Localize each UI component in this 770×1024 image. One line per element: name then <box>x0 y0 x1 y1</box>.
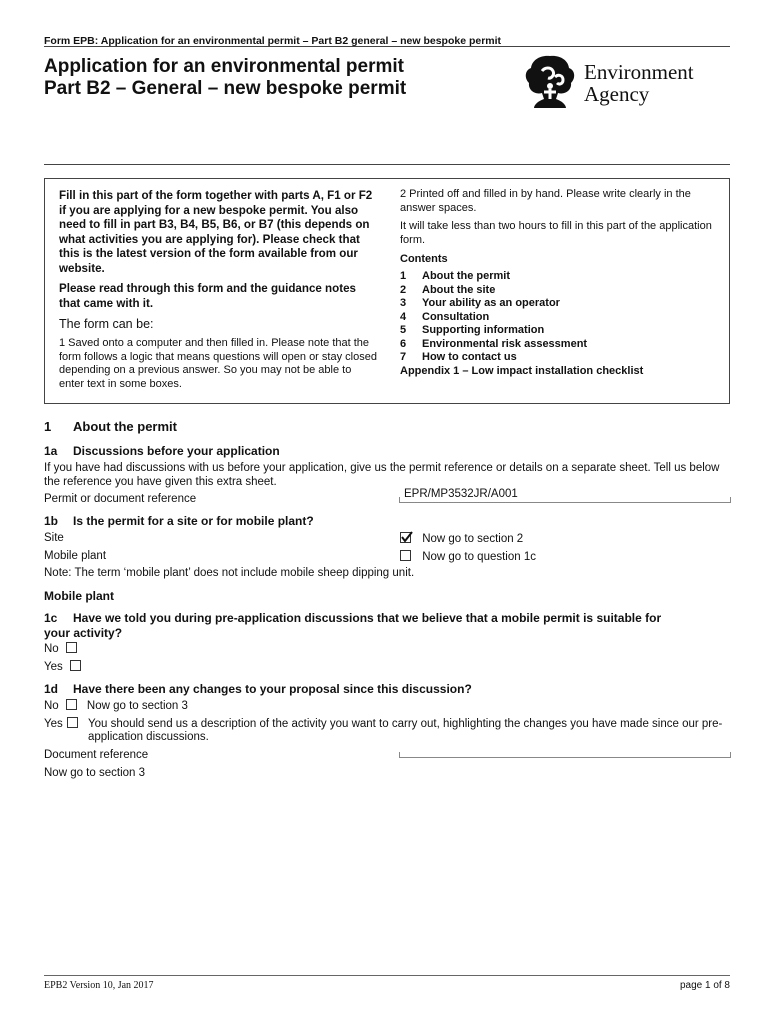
no-label: No <box>44 700 59 712</box>
contents-item-label: About the site <box>422 283 496 296</box>
mobile-plant-option <box>400 550 536 563</box>
contents-item-label: Environmental risk assessment <box>422 337 588 350</box>
intro-read-guidance: Please read through this form and the guidance notes that came with it. <box>59 282 356 310</box>
site-option-label: Site <box>44 532 64 544</box>
contents-appendix[interactable]: Appendix 1 – Low impact installation checklist <box>400 364 644 377</box>
question-1b-heading <box>44 514 314 528</box>
site-checkbox[interactable] <box>400 532 411 543</box>
logo-text-line-1: Environment <box>584 60 694 84</box>
contents-item-label: Supporting information <box>422 324 545 336</box>
question-1d-yes-option <box>44 717 722 730</box>
permit-reference-label: Permit or document reference <box>44 493 197 505</box>
logo-text <box>584 61 694 105</box>
question-1c-heading <box>44 611 661 625</box>
contents-item-label: How to contact us <box>422 351 517 363</box>
contents-item-number: 6 <box>400 337 407 350</box>
intro-time-note: It will take less than two hours to fill in this part of the application form. <box>400 220 712 246</box>
intro-left-column <box>59 189 379 396</box>
yes-label: Yes <box>44 661 63 673</box>
question-1c-yes-checkbox[interactable] <box>70 660 81 671</box>
intro-option-2: 2 Printed off and filled in by hand. Please write clearly in the answer spaces. <box>400 188 691 214</box>
mobile-plant-checkbox[interactable] <box>400 550 411 561</box>
contents-item[interactable] <box>400 311 725 325</box>
site-option <box>400 532 523 545</box>
contents-item-label: About the permit <box>422 270 510 282</box>
question-number: 1d <box>44 682 59 696</box>
question-1d-no-option <box>44 699 188 712</box>
mobile-plant-option-label: Mobile plant <box>44 550 107 562</box>
no-label: No <box>44 643 59 655</box>
contents-heading: Contents <box>400 253 448 265</box>
form-page <box>44 0 730 1024</box>
environment-agency-logo <box>522 53 732 113</box>
footer-version: EPB2 Version 10, Jan 2017 <box>44 980 154 991</box>
question-1d-no-goto: Now go to section 3 <box>86 700 188 712</box>
contents-item[interactable] <box>400 324 725 338</box>
intro-option-1: 1 Saved onto a computer and then filled in. Please note that the form follows a logic that means questions will open or stay closed depending on a previous answer. So you may not be able to enter text in some boxes. <box>59 337 377 390</box>
question-1d-goto: Now go to section 3 <box>44 767 146 779</box>
contents-item-number: 4 <box>400 310 407 323</box>
section-title: About the permit <box>73 419 177 434</box>
form-header-line: Form EPB: Application for an environmental permit – Part B2 general – new bespoke permit <box>44 35 502 47</box>
title-rule <box>44 164 730 165</box>
section-1-heading <box>44 419 177 434</box>
tree-emblem-icon <box>522 53 578 111</box>
question-1a-text-2: the reference you have given this extra sheet. <box>44 476 277 488</box>
question-title: Discussions before your application <box>73 444 280 458</box>
footer-rule <box>44 975 730 976</box>
contents-item-number: 1 <box>400 270 407 282</box>
contents-item-label: Consultation <box>422 310 490 323</box>
contents-item[interactable] <box>400 338 725 352</box>
question-title: Have there been any changes to your proposal since this discussion? <box>73 682 472 696</box>
section-number: 1 <box>44 419 52 434</box>
question-title: Is the permit for a site or for mobile plant? <box>73 514 314 528</box>
question-1d-yes-text-line-2: application discussions. <box>88 731 209 743</box>
contents-list <box>400 270 725 378</box>
header-rule <box>44 46 730 47</box>
contents-item-number: 2 <box>400 283 407 296</box>
question-1c-heading-line-2: your activity? <box>44 626 123 640</box>
yes-label: Yes <box>44 718 63 730</box>
logo-text-line-2: Agency <box>584 82 650 106</box>
question-number: 1a <box>44 444 58 458</box>
intro-right-column <box>400 188 725 378</box>
checkmark-icon <box>400 530 414 544</box>
mobile-plant-goto-text: Now go to question 1c <box>422 551 536 563</box>
mobile-plant-heading: Mobile plant <box>44 589 114 603</box>
page-title <box>44 56 406 100</box>
question-number: 1c <box>44 611 58 625</box>
question-1d-yes-checkbox[interactable] <box>67 717 78 728</box>
question-1d-no-checkbox[interactable] <box>66 699 77 710</box>
title-line-1: Application for an environmental permit <box>44 56 404 77</box>
contents-item[interactable] <box>400 351 725 365</box>
question-number: 1b <box>44 514 59 528</box>
document-reference-label: Document reference <box>44 749 149 761</box>
question-1d-yes-text: You should send us a description of the activity you want to carry out, highlighting the changes you have made since our pre- <box>87 718 723 730</box>
title-line-2: Part B2 – General – new bespoke permit <box>44 78 407 99</box>
question-1c-no-checkbox[interactable] <box>66 642 77 653</box>
document-reference-input[interactable] <box>399 752 731 758</box>
question-title: Have we told you during pre-application discussions that we believe that a mobile permit is suitable for <box>73 611 662 625</box>
question-1a-heading <box>44 444 280 458</box>
intro-instructions: Fill in this part of the form together with parts A, F1 or F2 if you are applying for a new bespoke permit. You also need to fill in part B3, B4, B5, B6, or B7 (this depends on what activities you are applying for). Please check that this is the latest version of the form available from our website. <box>59 189 373 275</box>
question-1c-no-option <box>44 642 77 655</box>
contents-item[interactable] <box>400 284 725 298</box>
mobile-plant-note: Note: The term ‘mobile plant’ does not include mobile sheep dipping unit. <box>44 567 415 579</box>
contents-item-number: 5 <box>400 324 407 336</box>
permit-reference-field-underline <box>399 497 731 503</box>
contents-item-number: 7 <box>400 351 407 363</box>
intro-box <box>44 178 730 404</box>
site-goto-text: Now go to section 2 <box>422 533 524 545</box>
contents-item-number: 3 <box>400 297 407 309</box>
footer-page-number: page 1 of 8 <box>679 980 730 991</box>
form-can-be-heading: The form can be: <box>59 317 154 331</box>
contents-item[interactable] <box>400 297 725 311</box>
question-1c-yes-option <box>44 660 81 673</box>
contents-item[interactable] <box>400 270 725 284</box>
permit-reference-input[interactable]: EPR/MP3532JR/A001 <box>404 488 518 500</box>
question-1d-heading <box>44 682 472 696</box>
question-1a-text-1: If you have had discussions with us before your application, give us the permit reference or details on a separate sheet. Tell us below <box>44 462 720 474</box>
contents-item-label: Your ability as an operator <box>422 297 560 309</box>
